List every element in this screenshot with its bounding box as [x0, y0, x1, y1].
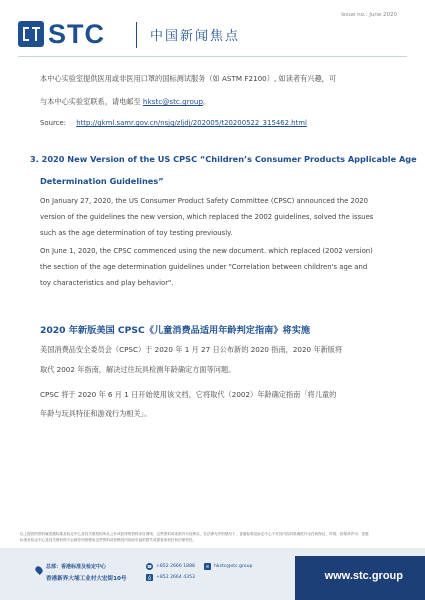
footer-fax: [146, 574, 195, 581]
mail-icon: ✉: [205, 564, 210, 569]
intro-line-2-suffix: 。: [203, 97, 211, 106]
section3-cn-para2-line-1: CPSC 将于 2020 年 6 月 1 日开始使用该文档，它将取代（2002）年龄确定指南「将儿童的: [40, 390, 337, 399]
intro-line-2-prefix: 与本中心实验室联系，请电邮至: [40, 97, 143, 106]
section3-title-line-1: 3. 2020 New Version of the US CPSC “Children’s Consumer Products Applicable Age: [30, 154, 417, 164]
section3-para2-line-1: On June 1, 2020, the CPSC commenced using the new document. which replaced (2002 version): [40, 247, 373, 255]
section3-cn-para1-line-2: 取代 2002 年指南，解决过往玩具检测年龄确定方面等问题。: [40, 365, 236, 374]
section3-para1-line-2: version of the guidelines the new version, which replaced the 2002 guidelines, solved the issues: [40, 213, 374, 221]
section3-cn-para2-line-2: 年龄与玩具特征和游戏行为相关」。: [40, 409, 152, 418]
footer-phone-text: +852 2666 1888: [156, 564, 195, 569]
section3-para2-line-3: toy characteristics and play behavior".: [40, 279, 174, 287]
footer-disclaimer-line-2: 标准及检定中心及其关联机构不会就任何因使用这些资料或依赖其内容而引起的损失或损害承担任何法律责任。: [20, 538, 197, 542]
page-title: 中国新闻焦点: [150, 29, 241, 44]
footer-email-text: hkstc@stc.group: [214, 564, 253, 569]
stc-logo: [18, 20, 105, 48]
header-rule: [18, 56, 407, 57]
footer-address-line-1: 总部：香港标准及检定中心: [46, 564, 107, 570]
header-divider: [136, 22, 137, 48]
logo-text: STC: [48, 18, 105, 49]
fax-icon: ⎙: [147, 575, 152, 580]
footer-disclaimer: [20, 531, 405, 543]
email-link[interactable]: hkstc@stc.group: [142, 97, 204, 106]
intro-line-1: 本中心实验室提供医用或非医用口罩的国标测试服务（如 ASTM F2100）, 如读者有兴趣，可: [40, 74, 337, 83]
section3-cn-title: 2020 年新版美国 CPSC《儿童消费品适用年龄判定指南》将实施: [40, 325, 311, 336]
issue-label: Issue no.: June 2020: [341, 12, 397, 18]
section3-para1-line-1: On January 27, 2020, the US Consumer Product Safety Committee (CPSC) announced the 2020: [40, 197, 369, 205]
footer-fax-text: +852 2664 4353: [156, 575, 195, 580]
source-link[interactable]: http://gkml.samr.gov.cn/nsjg/zljdj/202005/t20200522_315462.html: [76, 119, 307, 127]
section3-para1-line-3: such as the age determination of toy testing previously.: [40, 229, 233, 237]
footer-address-line-2: 香港新界大埔工业村大宏街10号: [46, 576, 127, 582]
footer-phone: [146, 563, 195, 570]
phone-icon: ☎: [147, 564, 152, 569]
footer-email[interactable]: [204, 563, 252, 570]
source-line: [40, 118, 390, 129]
intro-line-2: [40, 96, 390, 107]
section3-title-line-2: Determination Guidelines”: [40, 176, 164, 186]
section3-cn-para1-line-1: 美国消费品安全委员会（CPSC）于 2020 年 1 月 27 日公布新的 2020 指南，2020 年新版将: [40, 345, 343, 354]
source-label: Source:: [40, 119, 66, 127]
stc-logo-mark-icon: [18, 21, 44, 47]
footer-disclaimer-line-1: 以上提供的资料属香港标准及检定中心及其关联机构所从公开或获得的资料来自网络，这些资料或来源并未经核实，在法律允许的情况下，香港标准及检定中心不对其内容的准确性作出任何保证，声明，担保或许可；香港: [20, 532, 369, 536]
footer-url[interactable]: www.stc.group: [324, 570, 403, 582]
section3-para2-line-2: the section of the age determination guidelines under "Correlation between children's age and: [40, 263, 368, 271]
